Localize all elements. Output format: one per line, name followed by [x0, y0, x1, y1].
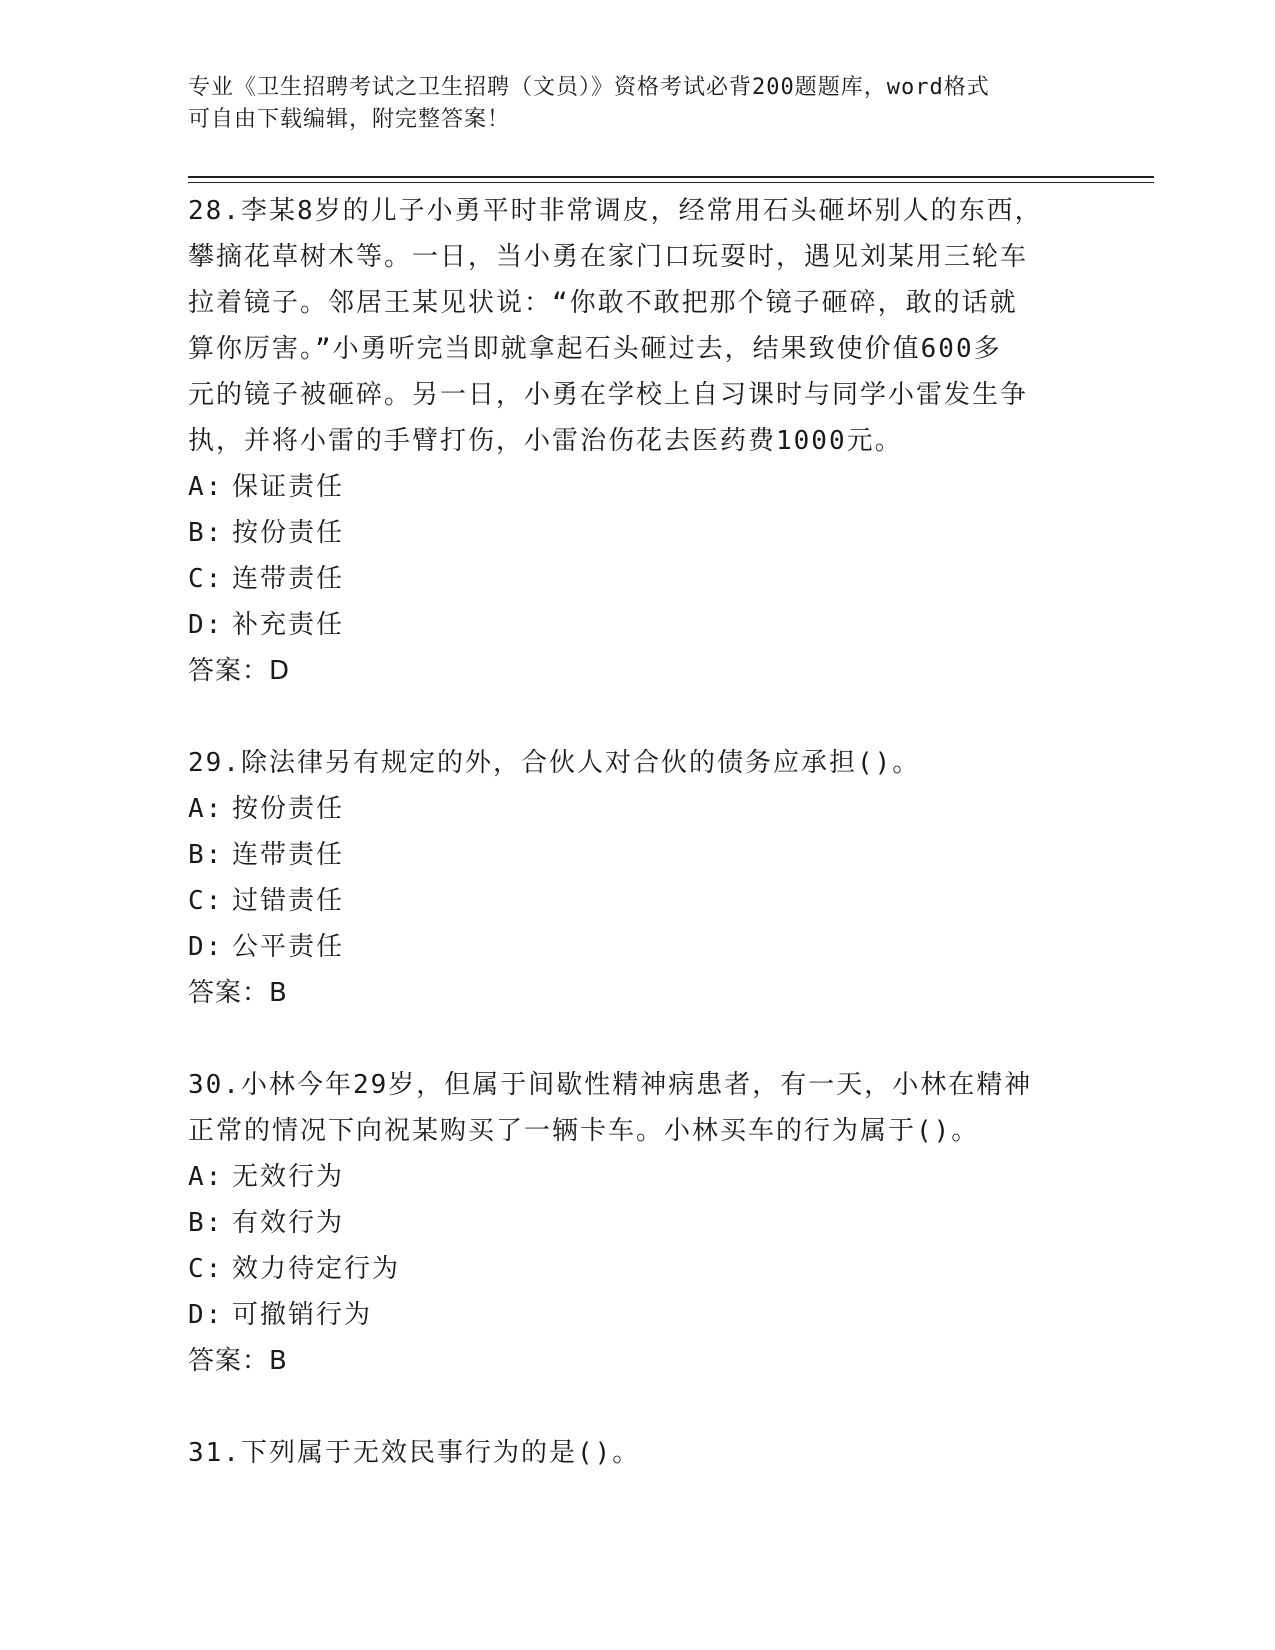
question-text-line: 攀摘花草树木等。一日，当小勇在家门口玩耍时，遇见刘某用三轮车	[188, 242, 1029, 272]
question-text-line: 正常的情况下向祝某购买了一辆卡车。小林买车的行为属于()。	[188, 1116, 980, 1146]
question-30	[188, 1062, 1068, 1384]
option-text: 有效行为	[232, 1208, 345, 1238]
question-28	[188, 188, 1068, 694]
option-key: D:	[188, 610, 224, 640]
option-a	[188, 786, 1068, 832]
option-c	[188, 878, 1068, 924]
option-c	[188, 1246, 1068, 1292]
option-text: 补充责任	[232, 610, 345, 640]
option-a	[188, 1154, 1068, 1200]
option-text: 公平责任	[232, 932, 345, 962]
question-text-line: 31.下列属于无效民事行为的是()。	[188, 1438, 641, 1468]
option-key: A:	[188, 1162, 224, 1192]
document-header	[188, 72, 1088, 136]
option-key: B:	[188, 1208, 224, 1238]
question-text-line: 30.小林今年29岁，但属于间歇性精神病患者，有一天，小林在精神	[188, 1070, 1033, 1100]
option-text: 按份责任	[232, 794, 345, 824]
header-divider-thick	[188, 176, 1154, 178]
question-29	[188, 740, 1068, 1016]
option-c	[188, 556, 1068, 602]
option-b	[188, 1200, 1068, 1246]
question-text-line: 29.除法律另有规定的外，合伙人对合伙的债务应承担()。	[188, 748, 921, 778]
question-text-line: 执，并将小雷的手臂打伤，小雷治伤花去医药费1000元。	[188, 426, 903, 456]
option-key: C:	[188, 564, 224, 594]
option-key: A:	[188, 794, 224, 824]
answer-line: 答案：B	[188, 978, 288, 1008]
option-text: 连带责任	[232, 564, 345, 594]
option-key: A:	[188, 472, 224, 502]
option-key: B:	[188, 840, 224, 870]
answer-line: 答案：B	[188, 1346, 288, 1376]
option-a	[188, 464, 1068, 510]
option-key: C:	[188, 1254, 224, 1284]
option-text: 过错责任	[232, 886, 345, 916]
question-spacer	[188, 1016, 1068, 1062]
option-key: D:	[188, 932, 224, 962]
option-b	[188, 832, 1068, 878]
option-text: 可撤销行为	[232, 1300, 373, 1330]
question-text-line: 元的镜子被砸碎。另一日，小勇在学校上自习课时与同学小雷发生争	[188, 380, 1029, 410]
header-line-1: 专业《卫生招聘考试之卫生招聘（文员）》资格考试必背200题题库，word格式	[188, 75, 990, 100]
option-d	[188, 1292, 1068, 1338]
option-d	[188, 602, 1068, 648]
option-text: 保证责任	[232, 472, 345, 502]
question-text-line: 拉着镜子。邻居王某见状说：“你敢不敢把那个镜子砸碎，敢的话就	[188, 288, 1018, 318]
question-list	[188, 188, 1068, 1476]
header-line-2: 可自由下载编辑，附完整答案！	[188, 107, 511, 132]
option-key: D:	[188, 1300, 224, 1330]
option-key: B:	[188, 518, 224, 548]
answer-line: 答案：D	[188, 656, 291, 686]
question-text-line: 28.李某8岁的儿子小勇平时非常调皮，经常用石头砸坏别人的东西，	[188, 196, 1043, 226]
option-key: C:	[188, 886, 224, 916]
header-divider-thin	[188, 182, 1154, 183]
option-text: 按份责任	[232, 518, 345, 548]
option-d	[188, 924, 1068, 970]
question-text-line: 算你厉害。”小勇听完当即就拿起石头砸过去，结果致使价值600多	[188, 334, 1002, 364]
option-b	[188, 510, 1068, 556]
question-spacer	[188, 694, 1068, 740]
question-spacer	[188, 1384, 1068, 1430]
option-text: 效力待定行为	[232, 1254, 401, 1284]
option-text: 连带责任	[232, 840, 345, 870]
question-31	[188, 1430, 1068, 1476]
option-text: 无效行为	[232, 1162, 345, 1192]
